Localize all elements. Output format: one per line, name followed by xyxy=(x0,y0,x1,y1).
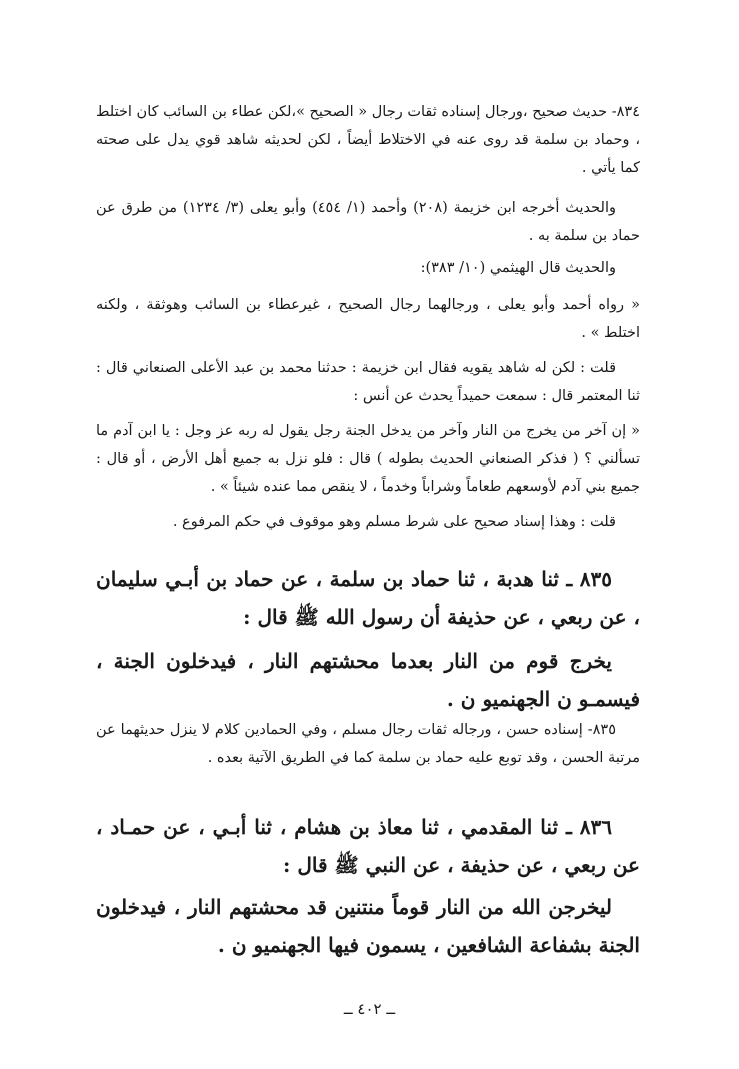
hadith-835-isnad: ٨٣٥ ـ ثنا هدبة ، ثنا حماد بن سلمة ، عن حماد بن أبـي سليمان ، عن ربعي ، عن حذيفة أن رسول الله ﷺ قال : xyxy=(96,567,640,629)
commentary-834-shahid-text: « إن آخر من يخرج من النار وآخر من يدخل الجنة رجل يقول له ربه عز وجل : يا ابن آدم ما تسألني ؟ ( فذكر الصنعاني الحديث بطوله ) قال : فلو نزل به جميع أهل الأرض ، أو قال : جميع بني آدم لأوسعهم طعاماً وشراباً وخدماً ، لا ينقص مما عنده شيئاً » . xyxy=(96,423,640,495)
hadith-835-commentary: ٨٣٥- إسناده حسن ، ورجاله ثقات رجال مسلم ، وفي الحمادين كلام لا ينزل حديثهما عن مرتبة الحسن ، وقد توبع عليه حماد بن سلمة كما في الطريق الآتية بعده . xyxy=(96,722,640,766)
page-number: ــ ٤٠٢ ــ xyxy=(343,1000,396,1018)
commentary-834-haythami-intro: والحديث قال الهيثمي (١٠/ ٣٨٣): xyxy=(420,260,616,276)
commentary-834-verdict: قلت : وهذا إسناد صحيح على شرط مسلم وهو موقوف في حكم المرفوع . xyxy=(172,514,616,530)
hadith-835-matn: يخرج قوم من النار بعدما محشتهم النار ، فيدخلون الجنة ، فيسمـو ن الجهنميو ن . xyxy=(96,649,640,711)
commentary-834-intro: ٨٣٤- حديث صحيح ،ورجال إسناده ثقات رجال « الصحيح »،لكن عطاء بن السائب كان اختلط ، وحماد بن سلمة قد روى عنه في الاختلاط أيضاً ، لكن لحديثه شاهد قوي يدل على صحته كما يأتي . xyxy=(96,104,640,176)
hadith-836-matn: ليخرجن الله من النار قوماً منتنين قد محشتهم النار ، فيدخلون الجنة بشفاعة الشافعين ، يسمون فيها الجهنميو ن . xyxy=(96,895,640,957)
commentary-834-takhrij: والحديث أخرجه ابن خزيمة (٢٠٨) وأحمد (١/ ٤٥٤) وأبو يعلى (٣/ ١٢٣٤) من طرق عن حماد بن سلمة به . xyxy=(96,200,640,244)
commentary-834-shahid: قلت : لكن له شاهد يقويه فقال ابن خزيمة : حدثنا محمد بن عبد الأعلى الصنعاني قال : ثنا المعتمر قال : سمعت حميداً يحدث عن أنس : xyxy=(96,360,640,404)
hadith-836-isnad: ٨٣٦ ـ ثنا المقدمي ، ثنا معاذ بن هشام ، ثنا أبـي ، عن حمـاد ، عن ربعي ، عن حذيفة ، عن النبي ﷺ قال : xyxy=(96,815,640,877)
commentary-834-haythami-quote: « رواه أحمد وأبو يعلى ، ورجالهما رجال الصحيح ، غيرعطاء بن السائب وهوثقة ، ولكنه اختلط » . xyxy=(96,297,640,341)
